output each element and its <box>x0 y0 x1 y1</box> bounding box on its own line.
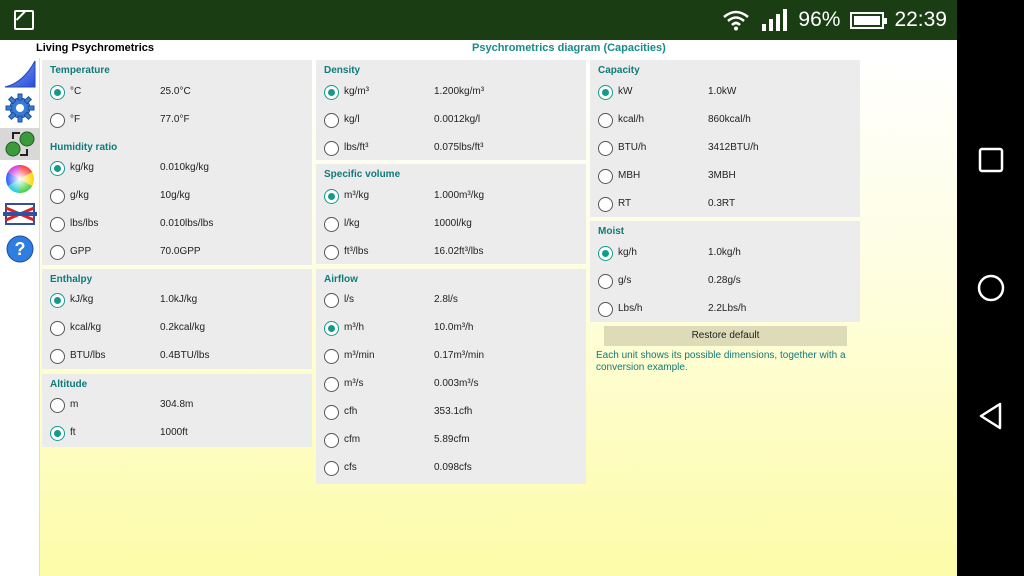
option-row[interactable] <box>316 85 586 113</box>
example-value: 0.075lbs/ft³ <box>434 142 484 153</box>
panel-title: Capacity <box>598 65 640 76</box>
exchanger-icon <box>3 200 37 228</box>
panel-title: Humidity ratio <box>50 142 118 153</box>
radio-button[interactable] <box>598 246 613 261</box>
unit-label: BTU/h <box>618 142 647 153</box>
radio-button[interactable] <box>598 274 613 289</box>
radio-button[interactable] <box>598 141 613 156</box>
option-row[interactable] <box>316 433 586 461</box>
example-value: 304.8m <box>160 399 194 410</box>
option-row[interactable] <box>316 189 586 217</box>
panel-airflow <box>316 269 586 484</box>
panel-title: Density <box>324 65 361 76</box>
unit-label: kW <box>618 86 633 97</box>
radio-button[interactable] <box>50 113 65 128</box>
unit-label: RT <box>618 198 632 209</box>
sidebar-item-units[interactable] <box>0 128 40 160</box>
unit-label: l/kg <box>344 218 360 229</box>
example-value: 0.2kcal/kg <box>160 322 206 333</box>
option-row[interactable] <box>42 85 312 113</box>
example-value: 10.0m³/h <box>434 322 474 333</box>
radio-button[interactable] <box>324 245 339 260</box>
unit-label: Lbs/h <box>618 303 643 314</box>
panel-enthalpy <box>42 269 312 369</box>
radio-button[interactable] <box>324 85 339 100</box>
example-value: 25.0°C <box>160 86 191 97</box>
panel-title: Specific volume <box>324 169 401 180</box>
option-row[interactable] <box>316 461 586 489</box>
sidebar-item-settings[interactable] <box>0 92 40 124</box>
unit-label: kJ/kg <box>70 294 94 305</box>
unit-label: m³/s <box>344 378 364 389</box>
unit-label: kcal/h <box>618 114 645 125</box>
option-row[interactable] <box>316 405 586 433</box>
unit-label: MBH <box>618 170 641 181</box>
gear-icon <box>5 93 35 123</box>
option-row[interactable] <box>590 246 860 274</box>
radio-button[interactable] <box>324 349 339 364</box>
option-row[interactable] <box>316 321 586 349</box>
radio-button[interactable] <box>50 349 65 364</box>
panel-humidity-ratio <box>42 137 312 265</box>
panel-altitude <box>42 374 312 447</box>
option-row[interactable] <box>42 349 312 377</box>
radio-button[interactable] <box>324 433 339 448</box>
example-value: 5.89cfm <box>434 434 470 445</box>
example-value: 77.0°F <box>160 114 190 125</box>
option-row[interactable] <box>590 85 860 113</box>
radio-button[interactable] <box>50 161 65 176</box>
example-value: 16.02ft³/lbs <box>434 246 484 257</box>
color-wheel-icon <box>5 164 35 194</box>
option-row[interactable] <box>316 293 586 321</box>
wifi-icon <box>722 9 750 31</box>
restore-default-button[interactable]: Restore default <box>604 326 847 346</box>
option-row[interactable] <box>590 274 860 302</box>
example-value: 860kcal/h <box>708 114 751 125</box>
page-title: Psychrometrics diagram (Capacities) <box>472 42 666 54</box>
sidebar-item-colors[interactable] <box>0 163 40 195</box>
radio-button[interactable] <box>324 141 339 156</box>
recents-button[interactable] <box>977 146 1005 174</box>
example-value: 3412BTU/h <box>708 142 759 153</box>
radio-button[interactable] <box>50 245 65 260</box>
radio-button[interactable] <box>324 377 339 392</box>
unit-label: BTU/lbs <box>70 350 106 361</box>
unit-label: m³/min <box>344 350 375 361</box>
unit-label: cfh <box>344 406 358 417</box>
sidebar-item-help[interactable] <box>0 233 40 265</box>
android-nav-bar <box>957 0 1024 576</box>
unit-label: m <box>70 399 79 410</box>
example-value: 2.8l/s <box>434 294 458 305</box>
unit-label: °F <box>70 114 81 125</box>
example-value: 0.098cfs <box>434 462 472 473</box>
example-value: 0.0012kg/l <box>434 114 481 125</box>
example-value: 0.4BTU/lbs <box>160 350 210 361</box>
radio-button[interactable] <box>324 405 339 420</box>
option-row[interactable] <box>590 113 860 141</box>
unit-label: GPP <box>70 246 92 257</box>
option-row[interactable] <box>590 141 860 169</box>
battery-percent: 96% <box>798 8 841 31</box>
radio-button[interactable] <box>50 426 65 441</box>
sidebar <box>0 58 40 576</box>
content-area <box>40 58 957 576</box>
unit-label: lbs/lbs <box>70 218 99 229</box>
radio-button[interactable] <box>324 293 339 308</box>
radio-button[interactable] <box>50 321 65 336</box>
option-row[interactable] <box>590 169 860 197</box>
radio-button[interactable] <box>598 197 613 212</box>
status-bar <box>0 0 957 40</box>
unit-label: g/s <box>618 275 632 286</box>
option-row[interactable] <box>316 349 586 377</box>
radio-button[interactable] <box>598 169 613 184</box>
clock: 22:39 <box>894 8 947 31</box>
example-value: 0.010lbs/lbs <box>160 218 214 229</box>
example-value: 2.2Lbs/h <box>708 303 747 314</box>
example-value: 0.003m³/s <box>434 378 479 389</box>
unit-label: °C <box>70 86 82 97</box>
panel-title: Moist <box>598 226 625 237</box>
option-row[interactable] <box>42 398 312 426</box>
option-row[interactable] <box>42 426 312 454</box>
radio-button[interactable] <box>598 302 613 317</box>
unit-label: kg/m³ <box>344 86 369 97</box>
example-value: 1.000m³/kg <box>434 190 485 201</box>
unit-label: ft <box>70 427 76 438</box>
example-value: 0.28g/s <box>708 275 741 286</box>
panel-title: Temperature <box>50 65 110 76</box>
option-row[interactable] <box>42 217 312 245</box>
option-row[interactable] <box>42 321 312 349</box>
radio-button[interactable] <box>50 293 65 308</box>
unit-label: cfs <box>344 462 357 473</box>
unit-label: lbs/ft³ <box>344 142 369 153</box>
example-value: 0.17m³/min <box>434 350 485 361</box>
unit-label: g/kg <box>70 190 89 201</box>
radio-button[interactable] <box>324 217 339 232</box>
option-row[interactable] <box>316 377 586 405</box>
unit-label: kg/kg <box>70 162 94 173</box>
svg-text:?: ? <box>14 239 26 259</box>
help-text: Each unit shows its possible dimensions, together with a conversion example. <box>596 350 846 373</box>
unit-label: m³/kg <box>344 190 369 201</box>
radio-button[interactable] <box>598 113 613 128</box>
radio-button[interactable] <box>324 189 339 204</box>
radio-button[interactable] <box>598 85 613 100</box>
home-button[interactable] <box>977 274 1005 302</box>
panel-density <box>316 60 586 160</box>
example-value: 1000l/kg <box>434 218 472 229</box>
radio-button[interactable] <box>50 85 65 100</box>
example-value: 1000ft <box>160 427 188 438</box>
signal-icon <box>760 9 788 31</box>
example-value: 70.0GPP <box>160 246 201 257</box>
example-value: 1.0kW <box>708 86 737 97</box>
sidebar-item-diagram[interactable] <box>0 58 40 90</box>
option-row[interactable] <box>42 161 312 189</box>
sidebar-item-exchanger[interactable] <box>0 198 40 230</box>
example-value: 1.0kJ/kg <box>160 294 198 305</box>
radio-button[interactable] <box>50 398 65 413</box>
battery-icon <box>850 12 884 29</box>
unit-label: ft³/lbs <box>344 246 369 257</box>
chart-icon <box>3 59 37 89</box>
option-row[interactable] <box>316 217 586 245</box>
units-icon <box>4 129 36 159</box>
panel-title: Enthalpy <box>50 274 93 285</box>
panel-title: Altitude <box>50 379 88 390</box>
unit-label: kg/h <box>618 247 637 258</box>
unit-label: m³/h <box>344 322 364 333</box>
panel-specific-volume <box>316 164 586 264</box>
radio-button[interactable] <box>50 189 65 204</box>
panel-moist <box>590 221 860 322</box>
example-value: 0.3RT <box>708 198 736 209</box>
example-value: 3MBH <box>708 170 736 181</box>
example-value: 10g/kg <box>160 190 191 201</box>
unit-label: kg/l <box>344 114 360 125</box>
help-icon <box>5 234 35 264</box>
panel-capacity <box>590 60 860 217</box>
unit-label: kcal/kg <box>70 322 102 333</box>
example-value: 0.010kg/kg <box>160 162 209 173</box>
unit-label: l/s <box>344 294 354 305</box>
example-value: 353.1cfh <box>434 406 473 417</box>
gallery-notification-icon <box>14 10 34 30</box>
title-bar <box>0 40 957 58</box>
unit-label: cfm <box>344 434 361 445</box>
option-row[interactable] <box>42 189 312 217</box>
radio-button[interactable] <box>324 321 339 336</box>
radio-button[interactable] <box>50 217 65 232</box>
option-row[interactable] <box>42 293 312 321</box>
panel-title: Airflow <box>324 274 358 285</box>
option-row[interactable] <box>316 113 586 141</box>
radio-button[interactable] <box>324 461 339 476</box>
example-value: 1.0kg/h <box>708 247 741 258</box>
example-value: 1.200kg/m³ <box>434 86 485 97</box>
radio-button[interactable] <box>324 113 339 128</box>
back-button[interactable] <box>977 402 1005 430</box>
app-name: Living Psychrometrics <box>36 42 154 54</box>
